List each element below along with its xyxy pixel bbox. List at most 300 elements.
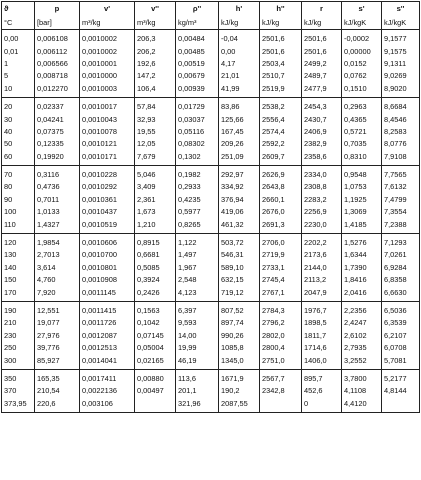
table-cell: 0,0017411 xyxy=(80,369,135,385)
table-cell: 2499,2 xyxy=(302,58,342,70)
table-cell: 990,26 xyxy=(219,330,260,342)
table-cell: 1085,8 xyxy=(219,342,260,354)
table-cell: 6,9284 xyxy=(382,262,420,274)
table-cell: 0,0014041 xyxy=(80,354,135,369)
table-cell: 2202,2 xyxy=(302,233,342,249)
table-cell: 100 xyxy=(2,206,35,218)
table-cell: 220,6 xyxy=(35,398,80,413)
table-row xyxy=(2,165,420,181)
table-cell: 6,397 xyxy=(176,301,219,317)
table-row xyxy=(2,385,420,397)
table-cell: 27,976 xyxy=(35,330,80,342)
table-cell: 250 xyxy=(2,342,35,354)
table-cell: 90 xyxy=(2,194,35,206)
table-cell: 4,123 xyxy=(176,286,219,301)
table-cell: 0,006108 xyxy=(35,30,80,46)
row-group xyxy=(2,233,420,301)
table-row xyxy=(2,262,420,274)
table-cell: 7,3554 xyxy=(382,206,420,218)
table-cell: 0,003106 xyxy=(80,398,135,413)
table-cell: 57,84 xyxy=(135,97,176,113)
table-cell: 0,08302 xyxy=(176,138,219,150)
table-row xyxy=(2,354,420,369)
header-symbol-cell: r xyxy=(302,2,342,17)
table-row xyxy=(2,151,420,166)
table-cell: 165,35 xyxy=(35,369,80,385)
table-cell: 6,0708 xyxy=(382,342,420,354)
table-cell: 0,4736 xyxy=(35,181,80,193)
table-cell: 2047,9 xyxy=(302,286,342,301)
table-cell: 503,72 xyxy=(219,233,260,249)
header-unit-cell: kJ/kg xyxy=(302,16,342,30)
table-cell: 2503,4 xyxy=(260,58,302,70)
table-cell: 2719,9 xyxy=(260,249,302,261)
table-cell: 9,1311 xyxy=(382,58,420,70)
table-cell: 150 xyxy=(2,274,35,286)
header-unit-cell: [bar] xyxy=(35,16,80,30)
table-cell: 0,5721 xyxy=(342,126,382,138)
table-cell: 0,0010002 xyxy=(80,30,135,46)
table-cell: 0,19920 xyxy=(35,151,80,166)
table-cell: 1671,9 xyxy=(219,369,260,385)
table-row xyxy=(2,274,420,286)
table-cell: 1898,5 xyxy=(302,317,342,329)
table-cell: 0,0011726 xyxy=(80,317,135,329)
table-cell: 2283,2 xyxy=(302,194,342,206)
table-cell: 0,00679 xyxy=(176,70,219,82)
table-cell: 106,4 xyxy=(135,83,176,98)
table-cell: 7,4799 xyxy=(382,194,420,206)
table-row xyxy=(2,206,420,218)
table-cell: 2477,9 xyxy=(302,83,342,98)
row-group xyxy=(2,301,420,369)
header-symbol-cell: h'' xyxy=(260,2,302,17)
table-cell: 0,8310 xyxy=(342,151,382,166)
table-cell: 190,2 xyxy=(219,385,260,397)
header-unit-cell: m³/kg xyxy=(80,16,135,30)
table-cell: 170 xyxy=(2,286,35,301)
table-cell: 5,046 xyxy=(135,165,176,181)
table-cell: 2510,7 xyxy=(260,70,302,82)
table-row xyxy=(2,286,420,301)
table-cell: 2406,9 xyxy=(302,126,342,138)
table-cell: 1976,7 xyxy=(302,301,342,317)
table-cell: 10 xyxy=(2,83,35,98)
table-cell: -0,0002 xyxy=(342,30,382,46)
table-cell: 83,86 xyxy=(219,97,260,113)
table-cell: 0,0010043 xyxy=(80,113,135,125)
table-cell: 39,776 xyxy=(35,342,80,354)
table-cell: 1,5276 xyxy=(342,233,382,249)
table-cell: 0,8265 xyxy=(176,218,219,233)
table-cell: 6,5036 xyxy=(382,301,420,317)
table-cell: 7,2388 xyxy=(382,218,420,233)
table-cell: 334,92 xyxy=(219,181,260,193)
table-cell: 2230,0 xyxy=(302,218,342,233)
table-cell: 546,31 xyxy=(219,249,260,261)
table-cell: 0,2963 xyxy=(342,97,382,113)
table-cell: 2256,9 xyxy=(302,206,342,218)
table-cell: 0,006566 xyxy=(35,58,80,70)
table-row xyxy=(2,83,420,98)
table-cell: 60 xyxy=(2,151,35,166)
table-cell: 125,66 xyxy=(219,113,260,125)
table-cell: 230 xyxy=(2,330,35,342)
table-cell: 0,0010228 xyxy=(80,165,135,181)
table-cell: 2334,0 xyxy=(302,165,342,181)
table-cell: 0,0010121 xyxy=(80,138,135,150)
table-cell: 1,497 xyxy=(176,249,219,261)
table-cell: 110 xyxy=(2,218,35,233)
table-cell: 2430,7 xyxy=(302,113,342,125)
header-symbol-cell: h' xyxy=(219,2,260,17)
table-cell: 0,0012513 xyxy=(80,342,135,354)
table-cell: 321,96 xyxy=(176,398,219,413)
header-symbol-cell: ϑ xyxy=(2,2,35,17)
table-cell: 2501,6 xyxy=(260,45,302,57)
table-cell: 0,4365 xyxy=(342,113,382,125)
header-symbol-cell: ρ'' xyxy=(176,2,219,17)
table-cell: 452,6 xyxy=(302,385,342,397)
table-cell: 2592,2 xyxy=(260,138,302,150)
header-symbol-row xyxy=(2,2,420,17)
table-cell: 6,6630 xyxy=(382,286,420,301)
table-row xyxy=(2,45,420,57)
table-cell: 2767,1 xyxy=(260,286,302,301)
table-cell: 0,00939 xyxy=(176,83,219,98)
table-cell: 2626,9 xyxy=(260,165,302,181)
table-cell: 2784,3 xyxy=(260,301,302,317)
table-cell: 1,4185 xyxy=(342,218,382,233)
table-cell: 14,00 xyxy=(176,330,219,342)
table-row xyxy=(2,233,420,249)
table-cell: 167,45 xyxy=(219,126,260,138)
table-cell: 0,4235 xyxy=(176,194,219,206)
header-unit-row xyxy=(2,16,420,30)
table-cell: 2,548 xyxy=(176,274,219,286)
table-cell: 2,7013 xyxy=(35,249,80,261)
table-cell: 210 xyxy=(2,317,35,329)
table-cell: 2382,9 xyxy=(302,138,342,150)
table-row xyxy=(2,70,420,82)
table-cell: 1,967 xyxy=(176,262,219,274)
table-cell: 1,8416 xyxy=(342,274,382,286)
table-cell: 1 xyxy=(2,58,35,70)
table-cell: 8,2583 xyxy=(382,126,420,138)
table-cell: 8,9020 xyxy=(382,83,420,98)
table-cell xyxy=(260,398,302,413)
table-cell: 8,6684 xyxy=(382,97,420,113)
table-cell: 7,1293 xyxy=(382,233,420,249)
table-cell: 1811,7 xyxy=(302,330,342,342)
table-cell: 210,54 xyxy=(35,385,80,397)
table-cell: 3,7800 xyxy=(342,369,382,385)
table-cell: 2691,3 xyxy=(260,218,302,233)
table-cell: 0,0011145 xyxy=(80,286,135,301)
table-cell: 0,0010017 xyxy=(80,97,135,113)
table-cell: 0,7011 xyxy=(35,194,80,206)
table-cell: 0,0012087 xyxy=(80,330,135,342)
table-cell: 0,1510 xyxy=(342,83,382,98)
table-cell: 300 xyxy=(2,354,35,369)
row-group xyxy=(2,30,420,98)
table-cell: 0,0762 xyxy=(342,70,382,82)
table-cell: 0,0010700 xyxy=(80,249,135,261)
table-cell: 201,1 xyxy=(176,385,219,397)
table-cell: 0,02337 xyxy=(35,97,80,113)
table-cell: 0,01729 xyxy=(176,97,219,113)
table-cell: 7,920 xyxy=(35,286,80,301)
table-cell: 0,0010908 xyxy=(80,274,135,286)
table-cell: 897,74 xyxy=(219,317,260,329)
table-cell: 0,0010437 xyxy=(80,206,135,218)
table-cell: -0,04 xyxy=(219,30,260,46)
table-cell: 0,2426 xyxy=(135,286,176,301)
table-cell: 0,00497 xyxy=(135,385,176,397)
table-cell: 5,7081 xyxy=(382,354,420,369)
table-cell: 1345,0 xyxy=(219,354,260,369)
table-cell: 2643,8 xyxy=(260,181,302,193)
header-symbol-cell: s' xyxy=(342,2,382,17)
table-cell: 719,12 xyxy=(219,286,260,301)
table-row xyxy=(2,398,420,413)
table-cell: 3,614 xyxy=(35,262,80,274)
table-cell: 0,12335 xyxy=(35,138,80,150)
table-cell: 3,2552 xyxy=(342,354,382,369)
table-cell: 7,679 xyxy=(135,151,176,166)
table-cell: 0,02165 xyxy=(135,354,176,369)
table-cell: 1,210 xyxy=(135,218,176,233)
table-row xyxy=(2,342,420,354)
table-cell: 85,927 xyxy=(35,354,80,369)
table-row xyxy=(2,317,420,329)
table-cell: 2087,55 xyxy=(219,398,260,413)
table-cell: 0,1302 xyxy=(176,151,219,166)
header-unit-cell: °C xyxy=(2,16,35,30)
table-cell: 6,8358 xyxy=(382,274,420,286)
table-cell: 0,07375 xyxy=(35,126,80,138)
table-cell: 2567,7 xyxy=(260,369,302,385)
table-cell: 41,99 xyxy=(219,83,260,98)
table-cell: 589,10 xyxy=(219,262,260,274)
table-cell: 2751,0 xyxy=(260,354,302,369)
table-row xyxy=(2,97,420,113)
table-cell: 2358,6 xyxy=(302,151,342,166)
table-row xyxy=(2,113,420,125)
table-cell: 0,0010003 xyxy=(80,83,135,98)
table-cell: 0,6681 xyxy=(135,249,176,261)
row-group xyxy=(2,369,420,412)
table-cell: 632,15 xyxy=(219,274,260,286)
table-cell: 376,94 xyxy=(219,194,260,206)
table-cell: 0,0010361 xyxy=(80,194,135,206)
table-cell: 1406,0 xyxy=(302,354,342,369)
table-cell: 0,00000 xyxy=(342,45,382,57)
table-cell: 0,1982 xyxy=(176,165,219,181)
table-cell: 40 xyxy=(2,126,35,138)
table-cell: 19,99 xyxy=(176,342,219,354)
table-cell: 1,122 xyxy=(176,233,219,249)
table-cell: 7,9108 xyxy=(382,151,420,166)
table-cell: 1714,6 xyxy=(302,342,342,354)
header-symbol-cell: p xyxy=(35,2,80,17)
table-cell: 2342,8 xyxy=(260,385,302,397)
table-row xyxy=(2,194,420,206)
table-cell: 0,0010519 xyxy=(80,218,135,233)
table-row xyxy=(2,249,420,261)
table-cell: 8,0776 xyxy=(382,138,420,150)
table-cell: 4,760 xyxy=(35,274,80,286)
table-cell: 0,03037 xyxy=(176,113,219,125)
table-cell: 4,17 xyxy=(219,58,260,70)
table-cell: 0 xyxy=(302,398,342,413)
header-unit-cell: kJ/kgK xyxy=(382,16,420,30)
table-cell: 32,93 xyxy=(135,113,176,125)
table-row xyxy=(2,301,420,317)
table-cell: 1,4327 xyxy=(35,218,80,233)
table-cell: 2519,9 xyxy=(260,83,302,98)
table-row xyxy=(2,369,420,385)
table-cell: 0,00484 xyxy=(176,30,219,46)
table-cell: 20 xyxy=(2,97,35,113)
table-cell: 2745,4 xyxy=(260,274,302,286)
row-group xyxy=(2,97,420,165)
table-cell: 0,5085 xyxy=(135,262,176,274)
table-cell: 70 xyxy=(2,165,35,181)
table-cell: 12,05 xyxy=(135,138,176,150)
table-cell: 0,0010171 xyxy=(80,151,135,166)
table-cell: 2556,4 xyxy=(260,113,302,125)
table-cell: 0,0010002 xyxy=(80,45,135,57)
table-cell: 5 xyxy=(2,70,35,82)
table-cell: 0,0010606 xyxy=(80,233,135,249)
table-row xyxy=(2,138,420,150)
table-cell: 2454,3 xyxy=(302,97,342,113)
table-cell: 0,006112 xyxy=(35,45,80,57)
table-cell: 2796,2 xyxy=(260,317,302,329)
table-cell: 1,0753 xyxy=(342,181,382,193)
table-cell: 1,0133 xyxy=(35,206,80,218)
table-cell: 2733,1 xyxy=(260,262,302,274)
table-cell: 2574,4 xyxy=(260,126,302,138)
row-group xyxy=(2,165,420,233)
header-symbol-cell: v' xyxy=(80,2,135,17)
table-cell: 12,551 xyxy=(35,301,80,317)
table-cell: 1,673 xyxy=(135,206,176,218)
table-cell: 0,00485 xyxy=(176,45,219,57)
table-cell: 147,2 xyxy=(135,70,176,82)
table-row xyxy=(2,58,420,70)
table-cell: 0,0022136 xyxy=(80,385,135,397)
table-cell: 2,2356 xyxy=(342,301,382,317)
table-cell: 0,3924 xyxy=(135,274,176,286)
table-cell: 21,01 xyxy=(219,70,260,82)
table-cell: 2501,6 xyxy=(260,30,302,46)
table-cell: 4,1108 xyxy=(342,385,382,397)
table-cell: 807,52 xyxy=(219,301,260,317)
table-cell: 2,4247 xyxy=(342,317,382,329)
table-cell xyxy=(382,398,420,413)
table-cell: 373,95 xyxy=(2,398,35,413)
header-unit-cell: kJ/kg xyxy=(260,16,302,30)
table-cell: 0,05004 xyxy=(135,342,176,354)
table-cell: 9,0269 xyxy=(382,70,420,82)
table-cell: 0,7035 xyxy=(342,138,382,150)
table-cell: 0,9548 xyxy=(342,165,382,181)
table-cell: 19,077 xyxy=(35,317,80,329)
table-cell: 0,0010000 xyxy=(80,70,135,82)
table-cell: 0,00 xyxy=(219,45,260,57)
table-cell: 0,00 xyxy=(2,30,35,46)
table-cell: 6,2107 xyxy=(382,330,420,342)
table-cell: 0,5977 xyxy=(176,206,219,218)
table-cell: 251,09 xyxy=(219,151,260,166)
table-cell: 113,6 xyxy=(176,369,219,385)
table-cell: 0,0011415 xyxy=(80,301,135,317)
header-symbol-cell: v'' xyxy=(135,2,176,17)
table-cell: 350 xyxy=(2,369,35,385)
table-cell: 0,0152 xyxy=(342,58,382,70)
table-cell: 419,06 xyxy=(219,206,260,218)
table-row xyxy=(2,181,420,193)
table-cell: 0,8915 xyxy=(135,233,176,249)
table-cell: 2802,0 xyxy=(260,330,302,342)
table-cell: 895,7 xyxy=(302,369,342,385)
table-cell: 1,6344 xyxy=(342,249,382,261)
table-cell: 4,8144 xyxy=(382,385,420,397)
table-cell: 7,7565 xyxy=(382,165,420,181)
table-cell: 1,9854 xyxy=(35,233,80,249)
steam-table xyxy=(1,1,420,413)
table-cell: 0,008718 xyxy=(35,70,80,82)
table-cell: 50 xyxy=(2,138,35,150)
table-cell: 2676,0 xyxy=(260,206,302,218)
table-cell: 9,1575 xyxy=(382,45,420,57)
table-cell: 2501,6 xyxy=(302,30,342,46)
table-cell: 2538,2 xyxy=(260,97,302,113)
table-cell: 2609,7 xyxy=(260,151,302,166)
table-cell: 2706,0 xyxy=(260,233,302,249)
table-cell: 46,19 xyxy=(176,354,219,369)
table-cell: 2660,1 xyxy=(260,194,302,206)
table-row xyxy=(2,126,420,138)
table-cell: 0,1563 xyxy=(135,301,176,317)
table-cell: 1,1925 xyxy=(342,194,382,206)
table-cell: 292,97 xyxy=(219,165,260,181)
header-unit-cell: kJ/kgK xyxy=(342,16,382,30)
header-symbol-cell: s'' xyxy=(382,2,420,17)
table-cell: 2489,7 xyxy=(302,70,342,82)
table-cell: 370 xyxy=(2,385,35,397)
table-cell: 190 xyxy=(2,301,35,317)
header-unit-cell: kJ/kg xyxy=(219,16,260,30)
table-cell: 8,4546 xyxy=(382,113,420,125)
table-cell: 209,26 xyxy=(219,138,260,150)
table-cell: 5,2177 xyxy=(382,369,420,385)
table-row xyxy=(2,330,420,342)
table-cell: 30 xyxy=(2,113,35,125)
table-cell: 140 xyxy=(2,262,35,274)
table-row xyxy=(2,218,420,233)
table-cell: 0,05116 xyxy=(176,126,219,138)
table-cell: 206,3 xyxy=(135,30,176,46)
table-cell: 0,012270 xyxy=(35,83,80,98)
table-cell: 0,2933 xyxy=(176,181,219,193)
table-cell: 130 xyxy=(2,249,35,261)
table-cell: 80 xyxy=(2,181,35,193)
table-cell: 2308,8 xyxy=(302,181,342,193)
table-cell: 2144,0 xyxy=(302,262,342,274)
